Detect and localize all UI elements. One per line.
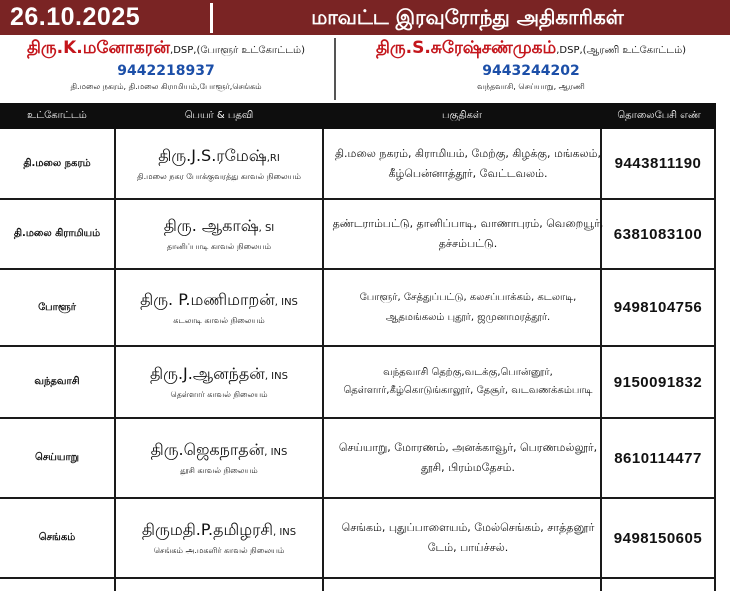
table-row (0, 270, 716, 347)
officer-rank: , INS (272, 527, 297, 538)
areas-cell: செங்கம், புதுப்பாளையம், மேல்செங்கம், சாத்தனூர் டேம், பாய்ச்சல். (341, 521, 595, 554)
officer-name: திரு.S.சுரேஷ்சண்முகம்,DSP,(ஆரணி உட்கோட்டம்) (375, 38, 687, 58)
phone-cell: 9498104756 (613, 299, 703, 316)
phone-cell: 8610114477 (614, 449, 702, 467)
officer-card (0, 38, 332, 100)
subdivision-cell: போளூர் (38, 301, 76, 313)
subdivision-cell: தி.மலை நகரம் (23, 157, 91, 169)
areas-cell: செய்யாறு, மோரணம், அனக்காவூர், பெரணமல்லூர், தூசி, பிரம்மதேசம். (338, 441, 598, 474)
subdivision-cell: செய்யாறு (34, 452, 80, 463)
areas-cell: தண்டராம்பட்டு, தானிப்பாடி, வாணாபுரம், வெறையூர், தச்சம்பட்டு. (332, 217, 604, 250)
name-cell (116, 499, 322, 577)
officer-rank: , INS (264, 447, 288, 458)
officer-name: திரு.K.மனோகரன்,DSP,(போளூர் உட்கோட்டம்) (26, 38, 306, 58)
police-station: தூசி காவல் நிலையம் (180, 466, 258, 475)
officer-name: திரு.J.S.ரமேஷ்,RI (158, 145, 280, 165)
officer-rank: ,RI (266, 152, 280, 164)
header-divider (210, 3, 213, 33)
areas-cell: தி.மலை நகரம், கிராமியம், மேற்கு, கிழக்கு, மங்கலம், கீழ்பென்னாத்தூர், வேட்டவலம். (334, 146, 602, 180)
officer-name: திரு.ஜெகநாதன், INS (150, 440, 288, 459)
name-cell (116, 129, 322, 198)
table-row (0, 347, 716, 419)
name-cell (116, 270, 322, 345)
officer-name: திருமதி.P.தமிழரசி, INS (141, 520, 297, 539)
police-station: செங்கம் அ.மகளிர் காவல் நிலையம் (153, 546, 285, 555)
table-row (0, 129, 716, 200)
name-cell (116, 200, 322, 268)
officer-designation: ,DSP,(போளூர் உட்கோட்டம்) (170, 45, 306, 56)
phone-cell: 9443811190 (614, 155, 702, 172)
officer-phone: 9443244202 (482, 63, 580, 79)
table-header (0, 103, 716, 129)
officer-table (0, 129, 716, 591)
officer-name: திரு. P.மணிமாறன், INS (140, 289, 298, 309)
officer-areas: வந்தவாசி, செய்யாறு, ஆரணி (477, 82, 585, 91)
table-row (0, 419, 716, 499)
header-phone: தொலைபேசி எண் (617, 110, 701, 121)
subdivision-cell: தி.மலை கிராமியம் (13, 228, 101, 239)
header-areas: பகுதிகள் (442, 110, 482, 121)
police-station: தி.மலை நகர போக்குவரத்து காவல் நிலையம் (137, 171, 301, 181)
officer-areas: தி.மலை நகரம், தி.மலை கிராமியம்,போளூர்,செங்கம் (70, 82, 262, 91)
page-title: மாவட்ட இரவுரோந்து அதிகாரிகள் (311, 5, 624, 29)
police-station: தானிப்பாடி காவல் நிலையம் (166, 242, 272, 251)
table-row (0, 200, 716, 270)
name-cell (116, 419, 322, 497)
police-station: கடலாடி காவல் நிலையம் (173, 315, 265, 325)
table-row (0, 499, 716, 579)
subdivision-cell: செங்கம் (38, 532, 76, 543)
date: 26.10.2025 (10, 3, 141, 31)
areas-cell: வந்தவாசி தெற்கு,வடக்கு,பொன்னூர், தெள்ளார்,கீழ்கொடுங்காலூர், தேசூர், வடவணக்கம்பாடி (343, 367, 593, 396)
officer-rank: , SI (258, 223, 275, 234)
phone-cell: 9150091832 (613, 373, 703, 391)
title-bar (0, 0, 730, 35)
police-station: தெள்ளார் காவல் நிலையம் (170, 390, 268, 399)
phone-cell: 9498150605 (613, 529, 703, 547)
officer-divider (334, 38, 336, 100)
officer-name: திரு.J.ஆனந்தன், INS (150, 364, 288, 383)
header-name-rank: பெயர் & பதவி (184, 110, 254, 121)
officer-name: திரு. ஆகாஷ், SI (163, 216, 275, 235)
officer-rank: , INS (274, 296, 298, 308)
officer-phone: 9442218937 (117, 63, 215, 79)
header-subdivision: உட்கோட்டம் (27, 110, 87, 121)
officer-card (340, 38, 722, 100)
officer-designation: ,DSP,(ஆரணி உட்கோட்டம்) (556, 45, 687, 56)
officer-rank: , INS (264, 371, 288, 382)
subdivision-cell: வந்தவாசி (34, 376, 80, 387)
phone-cell: 6381083100 (613, 225, 703, 243)
areas-cell: போளூர், சேத்துப்பட்டு, கலசப்பாக்கம், கடலாடி, ஆதமங்கலம் புதூர், ஜமுனாமரத்தூர். (359, 291, 577, 323)
name-cell (116, 347, 322, 417)
